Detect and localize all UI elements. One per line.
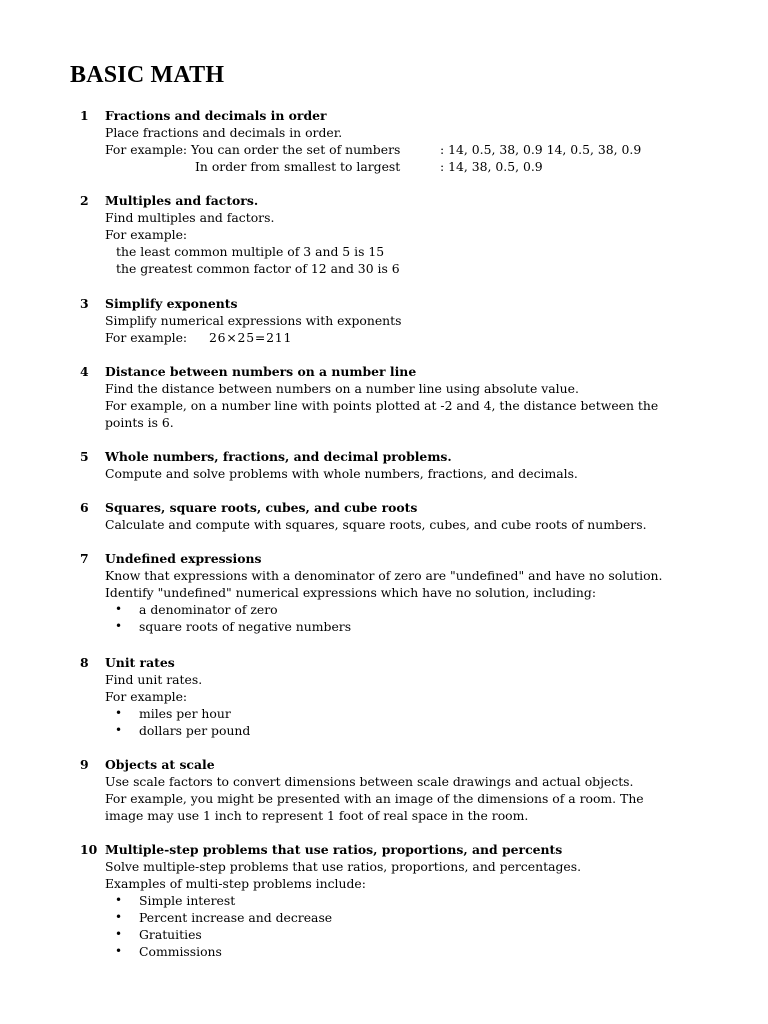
list-item-text: Gratuities — [139, 927, 202, 942]
bullet: • — [115, 910, 123, 924]
page-title: BASIC MATH — [70, 62, 225, 88]
section-text: Compute and solve problems with whole numbers, fractions, and decimals. — [105, 466, 578, 481]
example-line: the greatest common factor of 12 and 30 is 6 — [116, 261, 400, 276]
section-text: For example: — [105, 689, 188, 704]
list-item-text: Simple interest — [139, 893, 236, 908]
section-number: 4 — [80, 364, 89, 379]
list-item-text: dollars per pound — [139, 723, 251, 738]
section-text: Find unit rates. — [105, 672, 203, 687]
order-values: : 14, 38, 0.5, 0.9 — [440, 159, 543, 174]
section-number: 7 — [80, 551, 89, 566]
section-10 — [0, 841, 768, 960]
bullet: • — [115, 723, 123, 737]
section-4 — [0, 363, 768, 431]
list-item — [0, 618, 768, 635]
list-item-text: Commissions — [139, 944, 222, 959]
example-line: the least common multiple of 3 and 5 is 15 — [116, 244, 385, 259]
section-heading: Squares, square roots, cubes, and cube roots — [105, 500, 418, 515]
section-number: 9 — [80, 757, 89, 772]
section-number: 5 — [80, 449, 89, 464]
list-item — [0, 943, 768, 960]
section-text: For example, on a number line with points plotted at -2 and 4, the distance between the — [105, 398, 659, 413]
section-text: Find multiples and factors. — [105, 210, 275, 225]
list-item — [0, 909, 768, 926]
section-3 — [0, 295, 768, 346]
section-text: Know that expressions with a denominator of zero are "undefined" and have no solution. — [105, 568, 663, 583]
section-number: 6 — [80, 500, 89, 515]
list-item-text: Percent increase and decrease — [139, 910, 333, 925]
section-text: points is 6. — [105, 415, 174, 430]
section-text: For example, you might be presented with an image of the dimensions of a room. The — [105, 791, 644, 806]
bullet: • — [115, 706, 123, 720]
section-5 — [0, 448, 768, 482]
section-number: 1 — [80, 108, 89, 123]
section-8 — [0, 654, 768, 739]
list-item — [0, 601, 768, 618]
section-7 — [0, 550, 768, 635]
section-text: For example: — [105, 227, 188, 242]
section-text: Identify "undefined" numerical expressions which have no solution, including: — [105, 585, 597, 600]
example-values: : 14, 0.5, 38, 0.9 14, 0.5, 38, 0.9 — [440, 142, 642, 157]
list-item-text: miles per hour — [139, 706, 231, 721]
section-number: 2 — [80, 193, 89, 208]
bullet: • — [115, 893, 123, 907]
section-text: Calculate and compute with squares, square roots, cubes, and cube roots of numbers. — [105, 517, 647, 532]
section-text: Find the distance between numbers on a number line using absolute value. — [105, 381, 579, 396]
section-heading: Unit rates — [105, 655, 175, 670]
section-heading: Multiple-step problems that use ratios, proportions, and percents — [105, 842, 563, 857]
list-item-text: square roots of negative numbers — [139, 619, 352, 634]
section-9 — [0, 756, 768, 824]
section-number: 10 — [80, 842, 98, 857]
section-1 — [0, 107, 768, 175]
section-number: 8 — [80, 655, 89, 670]
bullet: • — [115, 602, 123, 616]
section-text: image may use 1 inch to represent 1 foot of real space in the room. — [105, 808, 529, 823]
bullet: • — [115, 944, 123, 958]
section-heading: Whole numbers, fractions, and decimal problems. — [105, 449, 452, 464]
list-item — [0, 705, 768, 722]
list-item — [0, 722, 768, 739]
section-6 — [0, 499, 768, 533]
list-item — [0, 926, 768, 943]
section-text: Solve multiple-step problems that use ratios, proportions, and percentages. — [105, 859, 582, 874]
bullet: • — [115, 927, 123, 941]
section-2 — [0, 192, 768, 277]
section-heading: Multiples and factors. — [105, 193, 259, 208]
example-expression: 26×25=211 — [209, 330, 293, 345]
list-item — [0, 892, 768, 909]
section-text: Use scale factors to convert dimensions between scale drawings and actual objects. — [105, 774, 634, 789]
example-label: For example: You can order the set of numbers — [105, 142, 401, 157]
section-heading: Undefined expressions — [105, 551, 262, 566]
section-heading: Simplify exponents — [105, 296, 238, 311]
section-text: Simplify numerical expressions with exponents — [105, 313, 402, 328]
list-item-text: a denominator of zero — [139, 602, 278, 617]
section-text: Place fractions and decimals in order. — [105, 125, 343, 140]
section-text: Examples of multi-step problems include: — [105, 876, 366, 891]
order-label: In order from smallest to largest — [195, 159, 401, 174]
example-label: For example: — [105, 330, 188, 345]
bullet: • — [115, 619, 123, 633]
section-number: 3 — [80, 296, 89, 311]
section-heading: Distance between numbers on a number line — [105, 364, 417, 379]
section-heading: Objects at scale — [105, 757, 215, 772]
section-heading: Fractions and decimals in order — [105, 108, 327, 123]
